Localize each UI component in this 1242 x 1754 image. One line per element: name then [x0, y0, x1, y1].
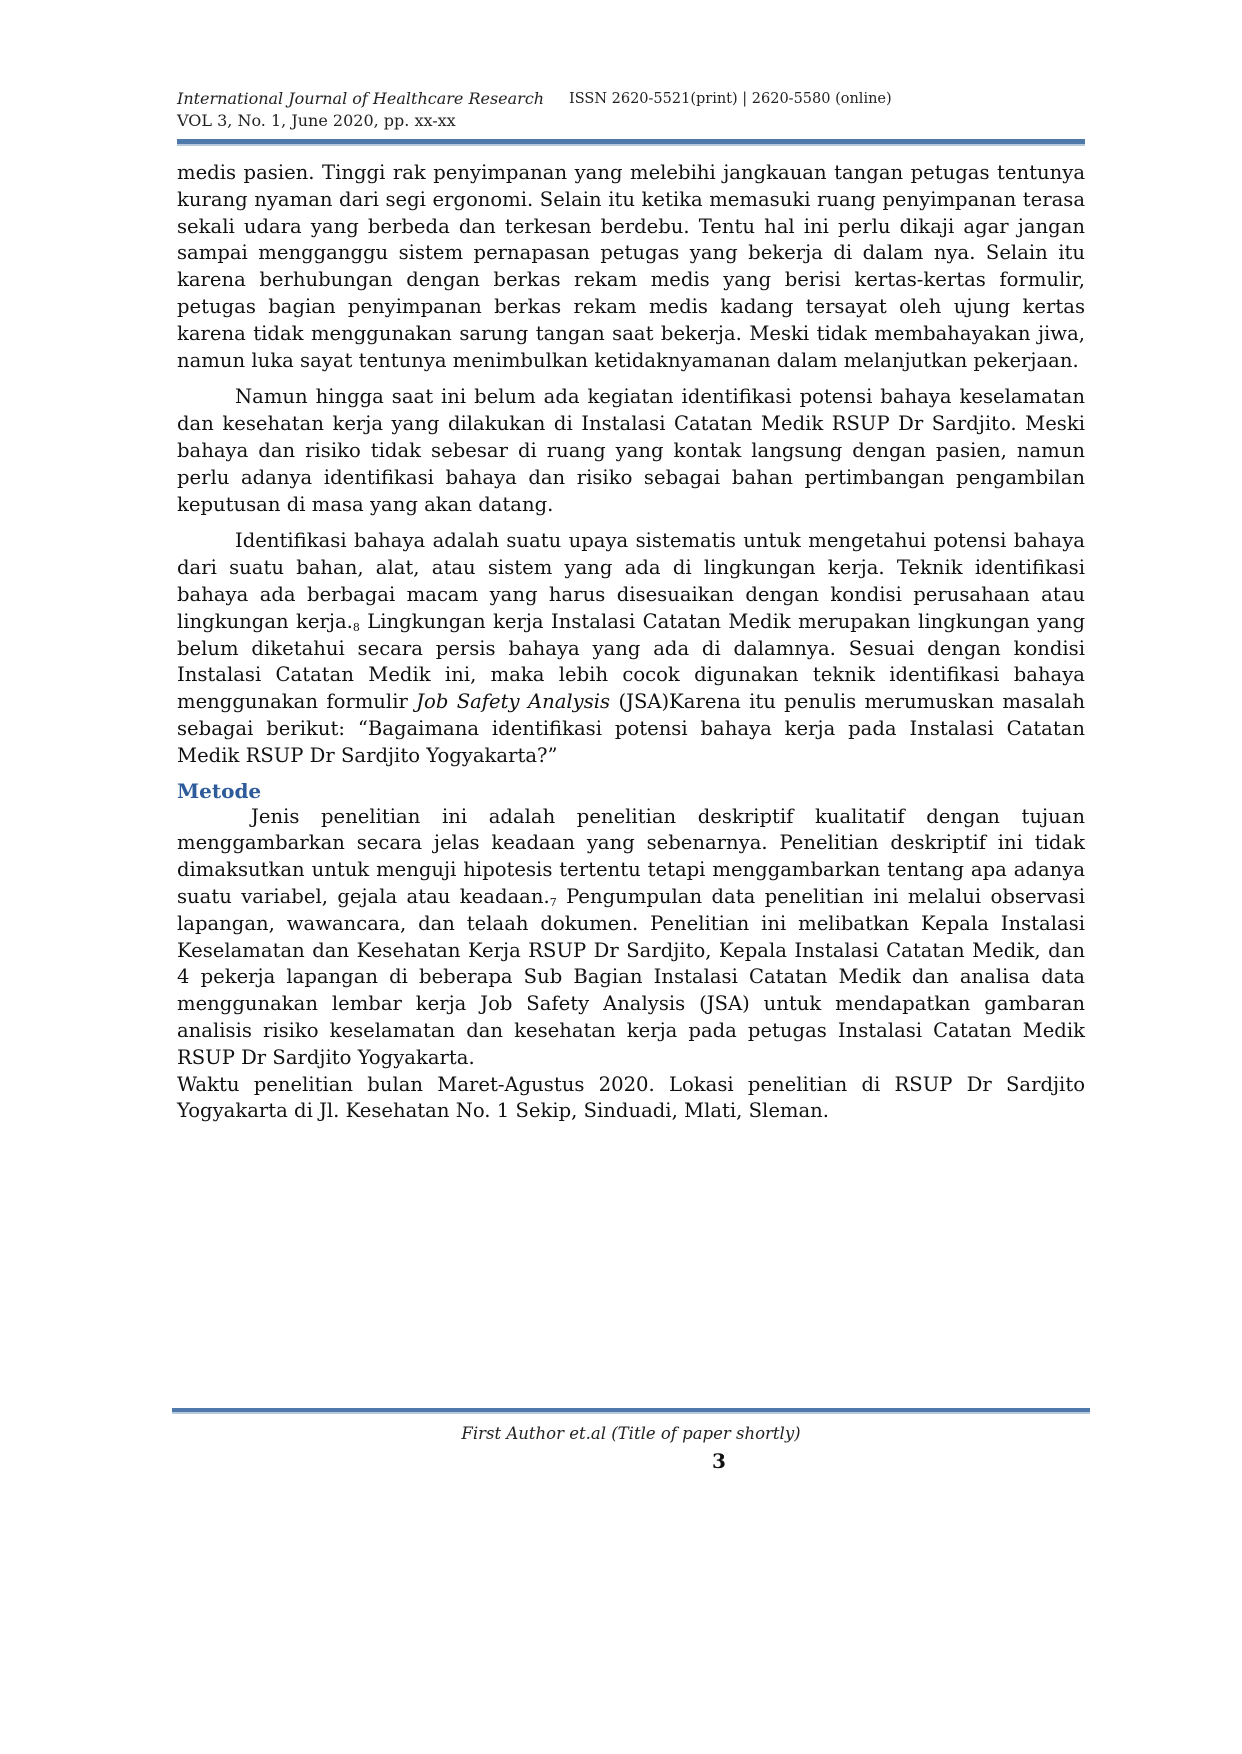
page-number: 3: [712, 1449, 726, 1473]
footer-rule: [172, 1408, 1090, 1414]
paragraph-text: (JSA)Karena itu penulis merumuskan masalah sebagai berikut: “Bagaimana identifikasi potensi bahaya kerja pada Instalasi Catatan Medik RSUP Dr Sardjito Yogyakarta?”: [177, 690, 1085, 767]
paragraph-text: Lingkungan kerja Instalasi Catatan Medik merupakan lingkungan yang belum diketahui secara persis bahaya yang ada di dalamnya. Sesuai dengan kondisi Instalasi Catatan Medik ini, maka lebih cocok digunakan teknik identifikasi bahaya menggunakan formulir: [177, 609, 1085, 714]
volume-info: VOL 3, No. 1, June 2020, pp. xx-xx: [177, 111, 456, 130]
citation-marker: 8: [352, 620, 360, 634]
paragraph: [177, 804, 1085, 1072]
article-body: [177, 160, 1085, 1125]
journal-title: International Journal of Healthcare Research: [177, 89, 545, 108]
header-rule: [177, 139, 1085, 146]
citation-marker: 7: [549, 895, 557, 909]
issn-info: ISSN 2620-5521(print) | 2620-5580 (online): [569, 91, 892, 107]
paragraph: medis pasien. Tinggi rak penyimpanan yang melebihi jangkauan tangan petugas tentunya kurang nyaman dari segi ergonomi. Selain itu ketika memasuki ruang penyimpanan terasa sekali udara yang berbeda dan terkesan berdebu. Tentu hal ini perlu dikaji agar jangan sampai mengganggu sistem pernapasan petugas yang bekerja di dalam nya. Selain itu karena berhubungan dengan berkas rekam medis yang berisi kertas-kertas formulir, petugas bagian penyimpanan berkas rekam medis kadang tersayat oleh ujung kertas karena tidak menggunakan sarung tangan saat bekerja. Meski tidak membahayakan jiwa, namun luka sayat tentunya menimbulkan ketidaknyamanan dalam melanjutkan pekerjaan.: [177, 161, 1085, 372]
running-header: [177, 88, 1087, 132]
paragraph: Namun hingga saat ini belum ada kegiatan identifikasi potensi bahaya keselamatan dan kesehatan kerja yang dilakukan di Instalasi Catatan Medik RSUP Dr Sardjito. Meski bahaya dan risiko tidak sebesar di ruang yang kontak langsung dengan pasien, namun perlu adanya identifikasi bahaya dan risiko sebagai bahan pertimbangan pengambilan keputusan di masa yang akan datang.: [177, 385, 1085, 516]
paragraph-text: Jenis penelitian ini adalah penelitian deskriptif kualitatif dengan tujuan menggambarkan secara jelas keadaan yang sebenarnya. Penelitian deskriptif ini tidak dimaksutkan untuk menguji hipotesis tertentu tetapi menggambarkan tentang apa adanya suatu variabel, gejala atau keadaan.: [177, 804, 1085, 908]
paragraph: [177, 528, 1085, 769]
running-footer: First Author et.al (Title of paper shortly): [461, 1424, 801, 1443]
paragraph: Waktu penelitian bulan Maret-Agustus 2020. Lokasi penelitian di RSUP Dr Sardjito Yogyakarta di Jl. Kesehatan No. 1 Sekip, Sinduadi, Mlati, Sleman.: [177, 1072, 1085, 1123]
section-heading: Metode: [177, 778, 262, 803]
paragraph-text: Identifikasi bahaya adalah suatu upaya sistematis untuk mengetahui potensi bahaya dari suatu bahan, alat, atau sistem yang ada di lingkungan kerja. Teknik identifikasi bahaya ada berbagai macam yang harus disesuaikan dengan kondisi perusahaan atau lingkungan kerja.: [177, 529, 1085, 633]
italic-term: Job Safety Analysis: [416, 690, 611, 714]
paragraph-text: Pengumpulan data penelitian ini melalui observasi lapangan, wawancara, dan telaah dokumen. Penelitian ini melibatkan Kepala Instalasi Keselamatan dan Kesehatan Kerja RSUP Dr Sardjito, Kepala Instalasi Catatan Medik, dan 4 pekerja lapangan di beberapa Sub Bagian Instalasi Catatan Medik dan analisa data menggunakan lembar kerja Job Safety Analysis (JSA) untuk mendapatkan gambaran analisis risiko keselamatan dan kesehatan kerja pada petugas Instalasi Catatan Medik RSUP Dr Sardjito Yogyakarta.: [177, 884, 1085, 1069]
